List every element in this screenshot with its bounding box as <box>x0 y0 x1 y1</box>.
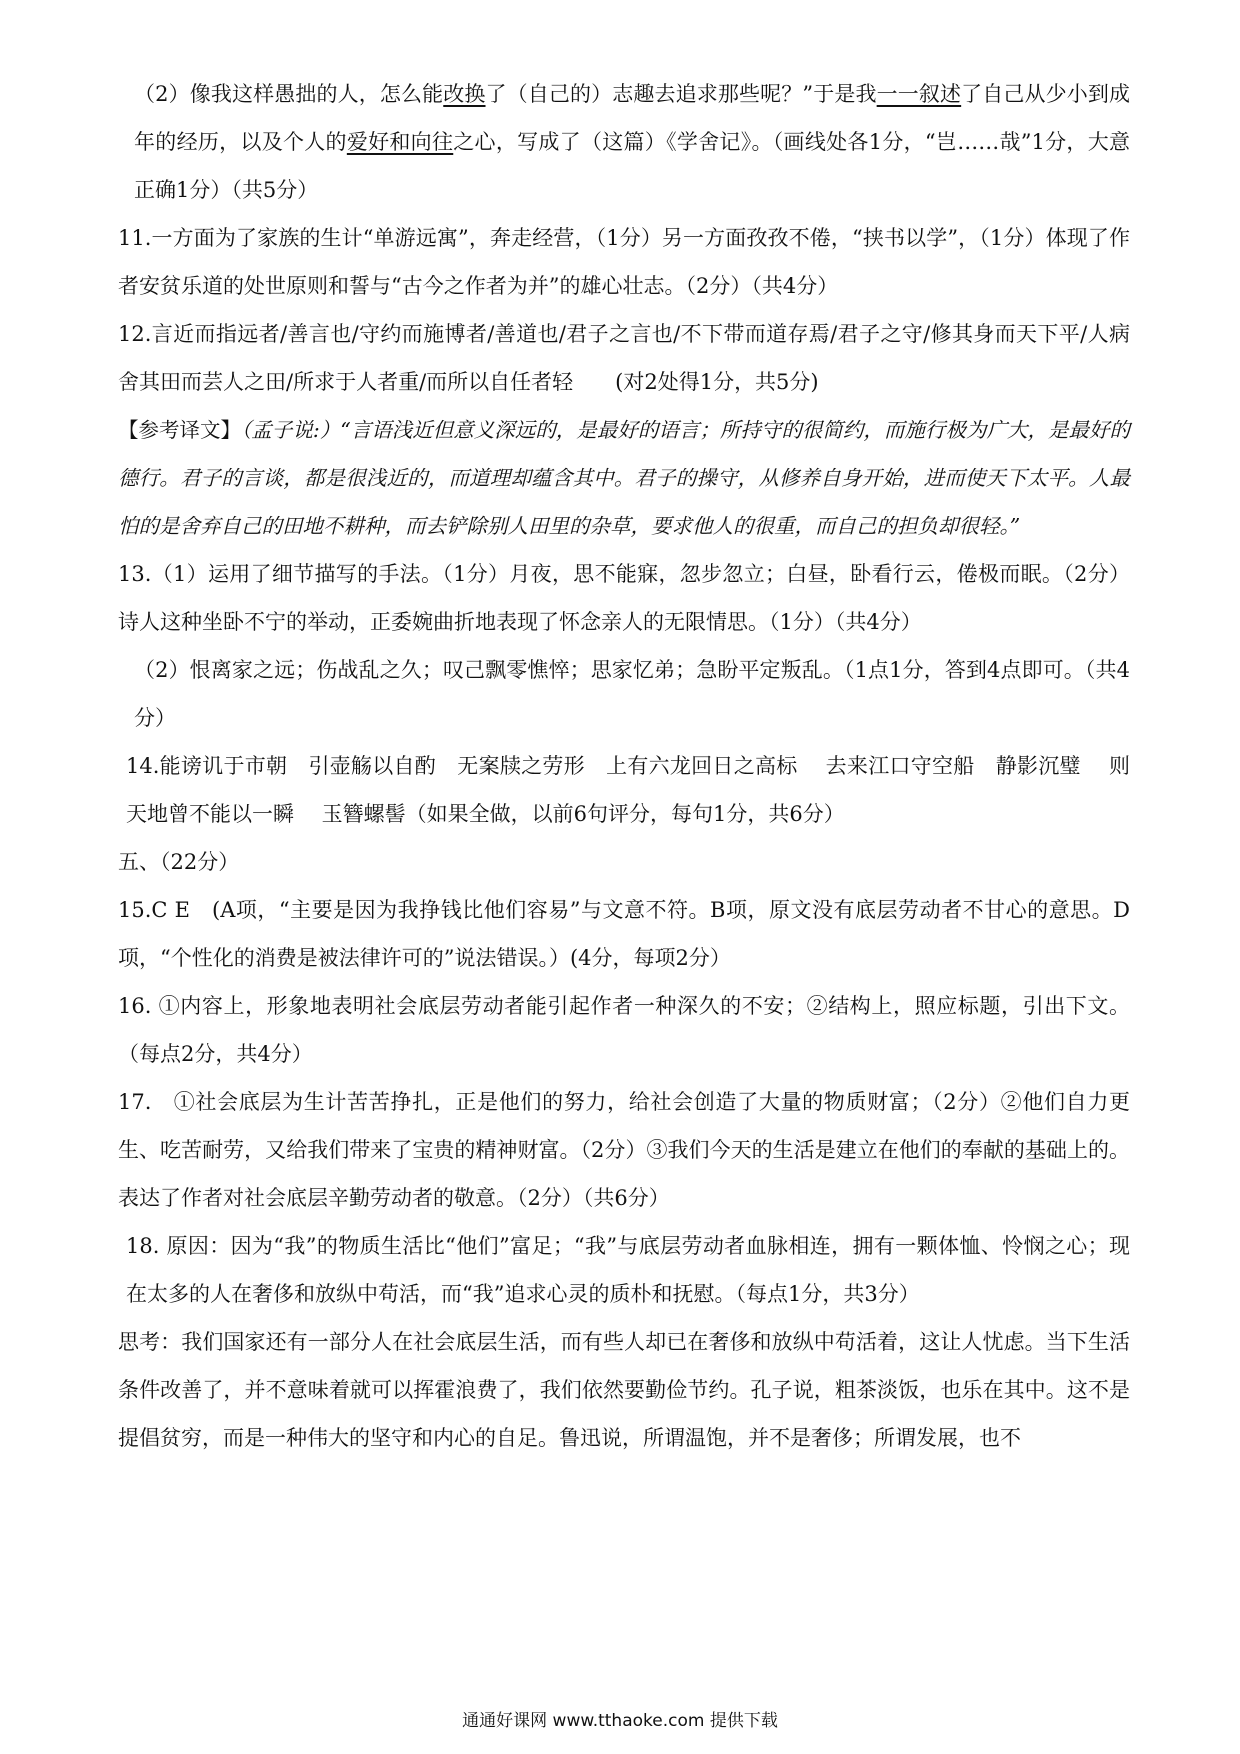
q14-answer: 14.能谤讥于市朝 引壶觞以自酌 无案牍之劳形 上有六龙回日之高标 去来江口守空船 静影沉璧 则天地曾不能以一瞬 玉簪螺髻（如果全做，以前6句评分，每句1分，共6分） <box>126 754 1130 826</box>
q10-underline-3: 爱好和向往 <box>346 130 454 154</box>
q10-part2-answer <box>118 70 1130 214</box>
q18-answer: 18. 原因：因为“我”的物质生活比“他们”富足；“我”与底层劳动者血脉相连，拥有一颗体恤、怜悯之心；现在太多的人在奢侈和放纵中苟活，而“我”追求心灵的质朴和抚慰。（每点1分，共3分） <box>126 1234 1130 1306</box>
q15-answer: 15.C E (A项，“主要是因为我挣钱比他们容易”与文意不符。B项，原文没有底层劳动者不甘心的意思。D项，“个性化的消费是被法律许可的”说法错误。）(4分，每项2分） <box>118 898 1130 970</box>
q10-text-c: 了自己从少小到成年的经历，以及个人的 <box>134 82 1131 154</box>
reference-translation <box>118 406 1130 550</box>
section-5-heading: 五、（22分） <box>118 850 240 874</box>
q11-answer: 11.一方面为了家族的生计“单游远寓”，奔走经营，（1分）另一方面孜孜不倦，“挟书以学”，（1分）体现了作者安贫乐道的处世原则和誓与“古今之作者为并”的雄心壮志。（2分）（共4分） <box>118 226 1130 298</box>
q13-part1-answer: 13.（1）运用了细节描写的手法。（1分）月夜，思不能寐，忽步忽立；白昼，卧看行云，倦极而眠。（2分）诗人这种坐卧不宁的举动，正委婉曲折地表现了怀念亲人的无限情思。（1分）（共4分） <box>118 562 1130 634</box>
translation-label: 【参考译文】 <box>118 418 242 442</box>
answer-page <box>118 70 1130 1462</box>
q10-text-b: 了（自己的）志趣去追求那些呢？”于是我 <box>485 82 877 106</box>
q10-text-a: （2）像我这样愚拙的人，怎么能 <box>134 82 444 106</box>
q10-underline-1: 改换 <box>443 82 486 106</box>
q17-answer: 17. ①社会底层为生计苦苦挣扎，正是他们的努力，给社会创造了大量的物质财富；（2分）②他们自力更生、吃苦耐劳，又给我们带来了宝贵的精神财富。（2分）③我们今天的生活是建立在他们的奉献的基础上的。表达了作者对社会底层辛勤劳动者的敬意。（2分）（共6分） <box>118 1090 1130 1210</box>
thinking-paragraph: 思考：我们国家还有一部分人在社会底层生活，而有些人却已在奢侈和放纵中苟活着，这让人忧虑。当下生活条件改善了，并不意味着就可以挥霍浪费了，我们依然要勤俭节约。孔子说，粗茶淡饭，也乐在其中。这不是提倡贫穷，而是一种伟大的坚守和内心的自足。鲁迅说，所谓温饱，并不是奢侈；所谓发展，也不 <box>118 1330 1130 1450</box>
page-footer: 通通好课网 www.tthaoke.com 提供下载 <box>462 1711 778 1731</box>
translation-text: （孟子说:）“言语浅近但意义深远的，是最好的语言；所持守的很简约，而施行极为广大，是最好的德行。君子的言谈，都是很浅近的，而道理却蕴含其中。君子的操守，从修养自身开始，进而使天下太平。人最怕的是舍弃自己的田地不耕种，而去铲除别人田里的杂草，要求他人的很重，而自己的担负却很轻。” <box>118 418 1130 538</box>
q10-underline-2: 一一叙述 <box>876 82 962 106</box>
q16-answer: 16. ①内容上，形象地表明社会底层劳动者能引起作者一种深久的不安；②结构上，照应标题，引出下文。（每点2分，共4分） <box>118 994 1130 1066</box>
q10-text-d: 之心，写成了（这篇）《学舍记》。（画线处各1分，“岂……哉”1分，大意正确1分）（共5分） <box>134 130 1130 202</box>
q12-answer: 12.言近而指远者/善言也/守约而施博者/善道也/君子之言也/不下带而道存焉/君子之守/修其身而天下平/人病舍其田而芸人之田/所求于人者重/而所以自任者轻 (对2处得1分，共5分) <box>118 322 1130 394</box>
q13-part2-answer: （2）恨离家之远；伤战乱之久；叹己飘零憔悴；思家忆弟；急盼平定叛乱。（1点1分，答到4点即可。（共4分） <box>134 658 1130 730</box>
